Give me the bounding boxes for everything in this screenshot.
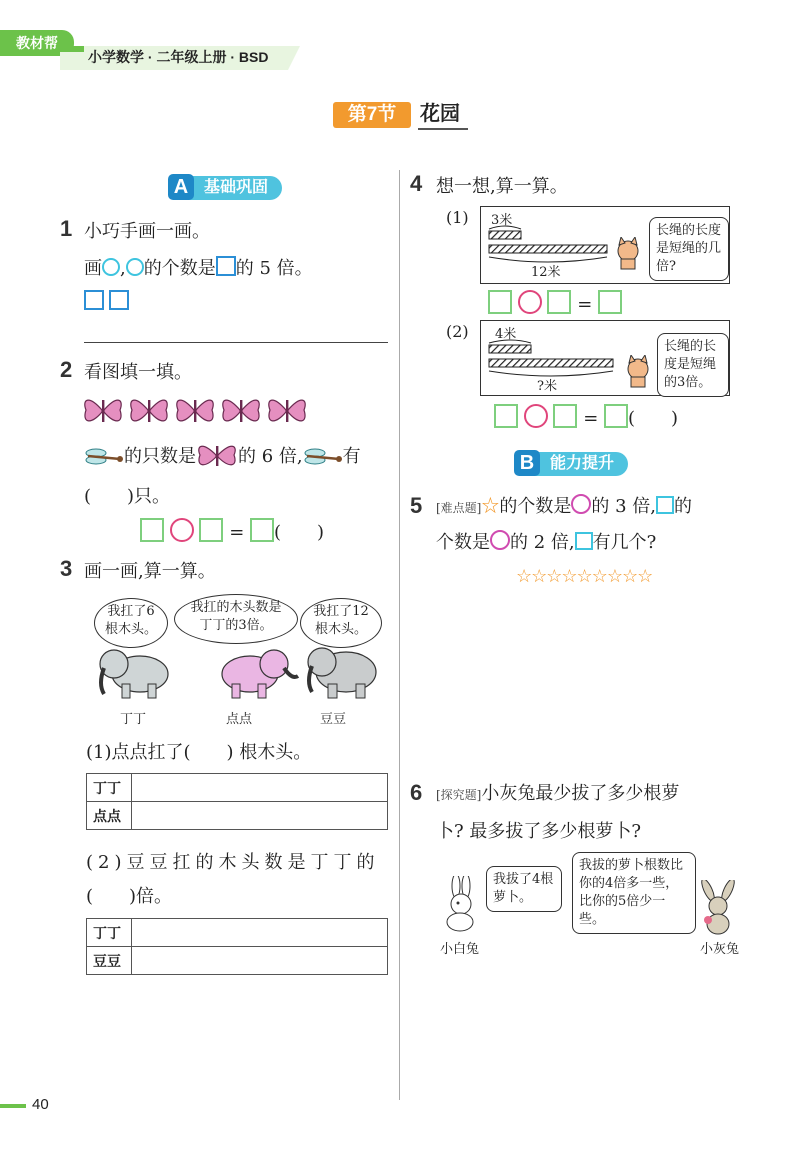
- label-diandian: 点点: [226, 712, 253, 727]
- elephant-icon: [100, 650, 168, 698]
- page-number: 40: [32, 1096, 49, 1113]
- q5-stars: ☆☆☆☆☆☆☆☆☆: [516, 566, 653, 587]
- q3-table1: [86, 773, 388, 830]
- drawing-cell[interactable]: [132, 947, 388, 975]
- q3-text: 画一画,算一算。: [84, 561, 216, 582]
- label-white-rabbit: 小白兔: [440, 942, 480, 957]
- speech-bubble-diandian: 我扛的木头数是丁丁的3倍。: [174, 594, 298, 644]
- square-shape-icon: [216, 256, 236, 276]
- q1-text: 小巧手画一画。: [84, 221, 210, 242]
- drawing-cell[interactable]: [132, 802, 388, 830]
- q4-part1-question: 长绳的长度是短绳的几倍?: [649, 217, 729, 281]
- explore-tag: [探究题]: [436, 788, 482, 802]
- part-b-letter: B: [514, 450, 540, 476]
- q2-sentence: 的只数是 的 6 倍, 有: [84, 440, 361, 471]
- table-row-label: 丁丁: [87, 919, 132, 947]
- cat-icon: [623, 355, 653, 389]
- q4-text: 想一想,算一算。: [436, 176, 568, 197]
- square-shape-icon: [84, 290, 104, 310]
- butterfly-icon: [223, 400, 259, 422]
- operator-circle[interactable]: [170, 518, 194, 542]
- butterfly-icon: [196, 440, 238, 470]
- q1-answer-line: [84, 342, 388, 343]
- q3-sub2-blank: ( )倍。: [86, 886, 173, 907]
- column-divider: [399, 170, 400, 1100]
- dragonfly-icon: [303, 445, 343, 467]
- part-a-badge: [168, 176, 282, 200]
- elephant-icon: [222, 650, 298, 698]
- drawing-cell[interactable]: [132, 919, 388, 947]
- operator-circle[interactable]: [518, 290, 542, 314]
- butterfly-icon: [177, 400, 213, 422]
- footer-bar: [0, 1104, 26, 1108]
- speech-bubble-dingding: 我扛了6根木头。: [94, 598, 168, 648]
- long-rope-length: 12米: [531, 265, 561, 280]
- white-rabbit-icon: [438, 876, 484, 932]
- part-b-label: 能力提升: [550, 455, 615, 472]
- short-rope-length: 4米: [495, 327, 517, 342]
- answer-square[interactable]: [488, 290, 512, 314]
- butterfly-icon: [269, 400, 305, 422]
- table-row-label: 丁丁: [87, 774, 132, 802]
- part-a-label: 基础巩固: [204, 179, 269, 196]
- answer-square[interactable]: [199, 518, 223, 542]
- q3-sub1: (1)点点扛了( ) 根木头。: [86, 742, 312, 763]
- q1-number: 1: [60, 216, 73, 241]
- cat-icon: [613, 237, 643, 271]
- q4-part1-equation: =: [488, 290, 622, 315]
- answer-square[interactable]: [250, 518, 274, 542]
- q4-part1-box: [480, 206, 730, 284]
- q4-part2-label: (2): [446, 322, 469, 341]
- answer-square[interactable]: [553, 404, 577, 428]
- square-shape-icon: [575, 532, 593, 550]
- q2-answer-blank: ( )只。: [84, 486, 171, 507]
- q2-equation: = ( ): [140, 518, 324, 544]
- q1-instruction: 画 , 的个数是 的 5 倍。: [84, 258, 313, 279]
- butterflies-row: [82, 392, 314, 428]
- q5-number: 5: [410, 493, 423, 518]
- short-rope-length: 3米: [491, 213, 513, 228]
- answer-square[interactable]: [604, 404, 628, 428]
- q3-table2: [86, 918, 388, 975]
- speech-bubble-doudou: 我扛了12根木头。: [300, 598, 382, 648]
- q2-number: 2: [60, 357, 73, 382]
- q4-part2-equation: = ( ): [494, 404, 678, 430]
- square-shape-icon: [656, 496, 674, 514]
- q6-line2: 卜? 最多拔了多少根萝卜?: [436, 821, 642, 842]
- q3-sub2: (2)豆豆扛的木头数是丁丁的: [86, 852, 380, 873]
- answer-square[interactable]: [598, 290, 622, 314]
- table-row-label: 点点: [87, 802, 132, 830]
- section-badge: 第7节: [333, 102, 411, 128]
- elephants-illustration: [92, 640, 392, 702]
- answer-square[interactable]: [140, 518, 164, 542]
- star-icon: ☆: [481, 496, 500, 517]
- circle-shape-icon: [126, 258, 144, 276]
- square-shape-icon: [109, 290, 129, 310]
- q5-line1: [难点题]☆的个数是 的 3 倍, 的: [436, 496, 692, 517]
- label-doudou: 豆豆: [320, 712, 347, 727]
- operator-circle[interactable]: [524, 404, 548, 428]
- circle-shape-icon: [571, 494, 591, 514]
- circle-shape-icon: [490, 530, 510, 550]
- dragonfly-icon: [84, 445, 124, 467]
- long-rope-length: ?米: [537, 379, 557, 394]
- q3-number: 3: [60, 556, 73, 581]
- q6-line1: [探究题]小灰兔最少拔了多少根萝: [436, 783, 680, 804]
- label-dingding: 丁丁: [120, 712, 147, 727]
- section-name: 花园: [418, 100, 468, 130]
- butterfly-icon: [85, 400, 121, 422]
- difficulty-tag: [难点题]: [436, 501, 482, 515]
- answer-square[interactable]: [547, 290, 571, 314]
- q4-part2-statement: 长绳的长度是短绳的3倍。: [657, 333, 729, 397]
- answer-square[interactable]: [494, 404, 518, 428]
- butterfly-icon: [131, 400, 167, 422]
- brand-tab: 教材帮: [0, 30, 74, 56]
- q2-text: 看图填一填。: [84, 362, 192, 383]
- q6-number: 6: [410, 780, 423, 805]
- q5-line2: 个数是 的 2 倍, 有几个?: [436, 532, 657, 553]
- elephant-icon: [308, 648, 376, 698]
- q1-given-squares: [84, 290, 129, 312]
- white-rabbit-speech: 我拔了4根萝卜。: [486, 866, 562, 912]
- drawing-cell[interactable]: [132, 774, 388, 802]
- table-row-label: 豆豆: [87, 947, 132, 975]
- label-grey-rabbit: 小灰兔: [700, 942, 740, 957]
- grey-rabbit-speech: 我拔的萝卜根数比你的4倍多一些，比你的5倍少一些。: [572, 852, 696, 934]
- book-title: 小学数学 · 二年级上册 · BSD: [88, 49, 269, 65]
- part-a-letter: A: [168, 174, 194, 200]
- q4-number: 4: [410, 171, 423, 196]
- grey-rabbit-icon: [696, 880, 742, 936]
- q4-part2-box: [480, 320, 730, 396]
- q4-part1-label: (1): [446, 208, 469, 227]
- part-b-badge: [514, 452, 628, 476]
- circle-shape-icon: [102, 258, 120, 276]
